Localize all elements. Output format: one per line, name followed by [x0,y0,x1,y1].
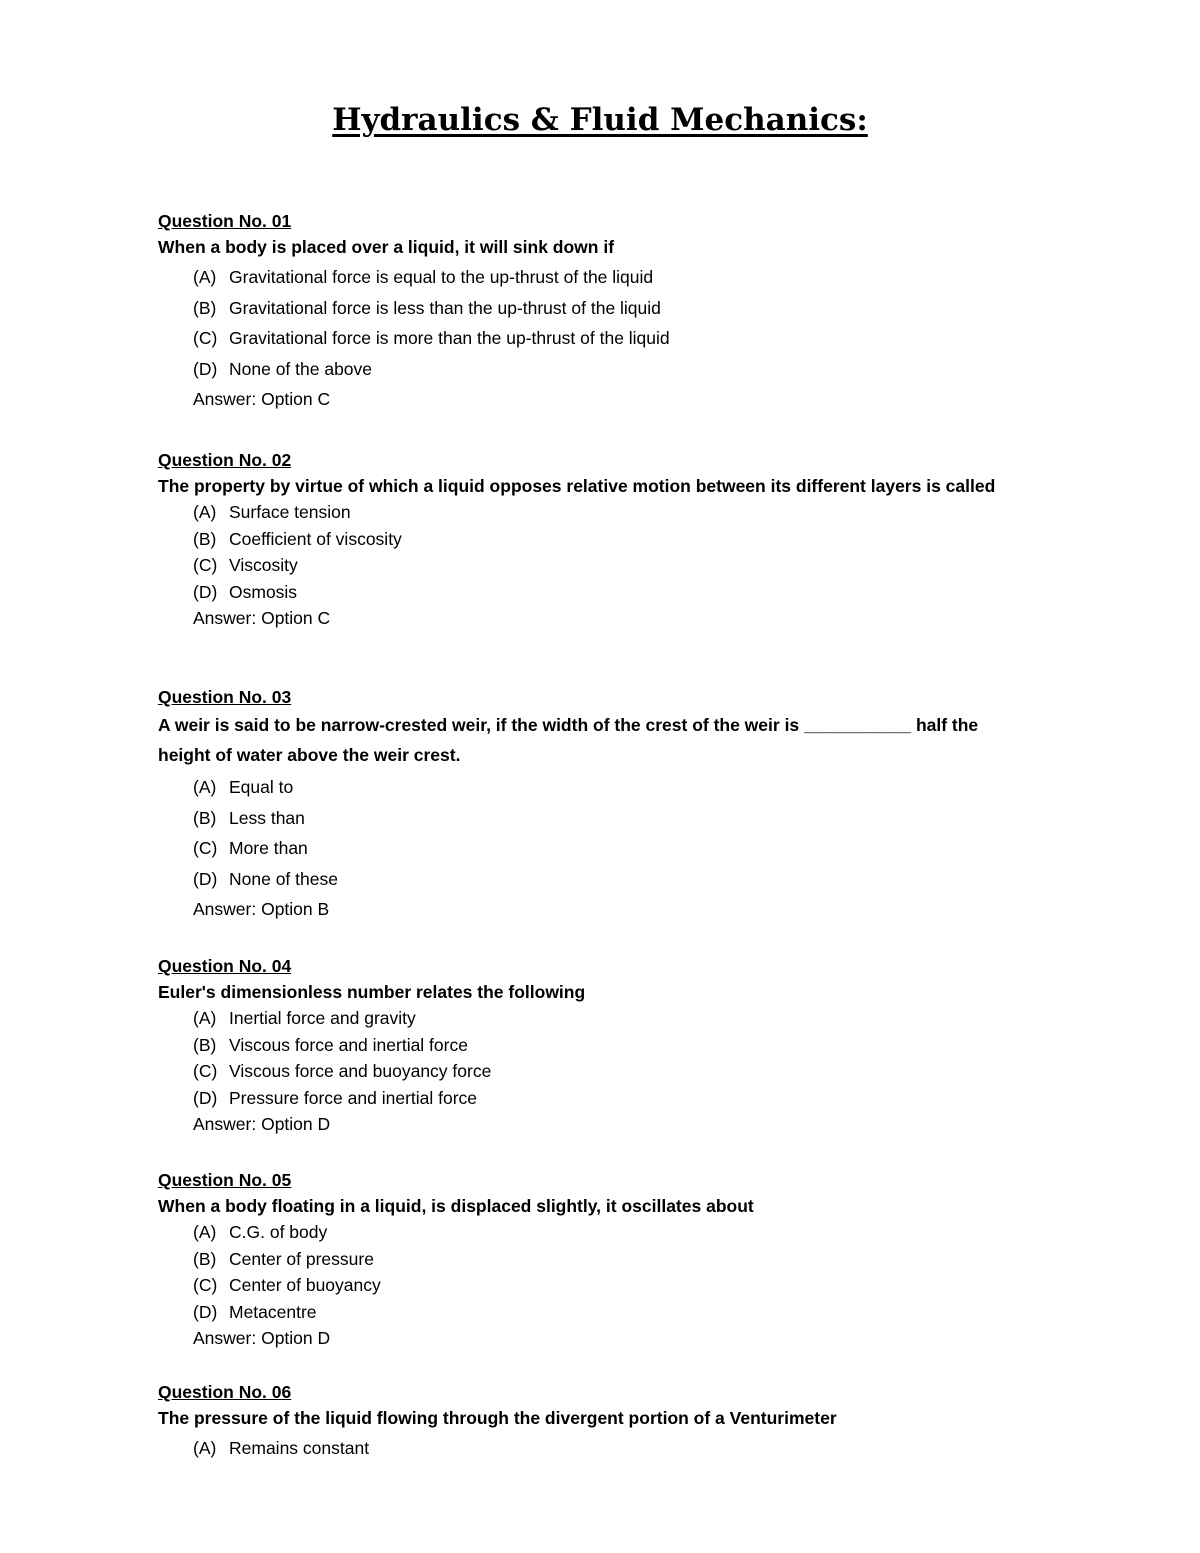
option-item [193,526,1038,553]
option-text: Gravitational force is more than the up-thrust of the liquid [229,328,670,348]
option-item [193,833,1038,864]
option-letter: (B) [193,528,217,549]
option-item [193,1299,1038,1326]
option-text: C.G. of body [229,1222,328,1242]
option-item [193,552,1038,579]
option-item [193,864,1038,895]
question-heading: Question No. 04 [158,956,292,976]
option-text: Gravitational force is less than the up-thrust of the liquid [229,297,661,318]
question-heading: Question No. 02 [158,450,292,470]
option-letter: (A) [193,1222,217,1242]
option-item [193,1032,1038,1059]
question-text: When a body floating in a liquid, is displaced slightly, it oscillates about [158,1196,754,1216]
option-letter: (B) [193,1034,217,1055]
option-text: Surface tension [229,502,351,522]
option-letter: (D) [193,581,218,602]
question-text: Euler's dimensionless number relates the following [158,982,586,1002]
option-list [158,772,1038,894]
question-text: When a body is placed over a liquid, it will sink down if [158,237,615,257]
option-letter: (D) [193,1087,218,1108]
option-text: Viscosity [229,555,298,575]
question-heading: Question No. 05 [158,1170,292,1190]
question-heading: Question No. 06 [158,1382,292,1402]
option-letter: (B) [193,1248,217,1269]
option-text: Coefficient of viscosity [229,528,402,549]
option-item [193,1058,1038,1085]
option-item [193,772,1038,803]
question-block [158,953,1038,1138]
option-item [193,579,1038,606]
option-list [158,1219,1038,1325]
option-item [193,262,1038,293]
option-text: Inertial force and gravity [229,1008,416,1028]
question-heading: Question No. 03 [158,687,292,707]
question-block [158,684,1038,925]
question-block [158,447,1038,632]
option-letter: (D) [193,1301,218,1322]
option-letter: (D) [193,868,218,889]
option-letter: (C) [193,1275,218,1295]
question-text: The property by virtue of which a liquid opposes relative motion between its different layers is called [158,476,996,496]
option-letter: (A) [193,267,217,287]
option-text: Equal to [229,777,294,797]
question-text: The pressure of the liquid flowing through the divergent portion of a Venturimeter [158,1408,837,1428]
option-item [193,1272,1038,1299]
option-text: Pressure force and inertial force [229,1087,478,1108]
option-text: None of these [229,868,338,889]
option-letter: (A) [193,502,217,522]
option-item [193,354,1038,385]
option-text: Less than [229,807,305,828]
question-block [158,208,1038,415]
option-letter: (A) [193,1438,217,1458]
question-heading: Question No. 01 [158,211,292,231]
option-item [193,1433,1038,1464]
option-text: Viscous force and buoyancy force [229,1061,492,1081]
option-letter: (C) [193,555,218,575]
option-list [158,1433,1038,1464]
question-block [158,1379,1038,1464]
option-item [193,1246,1038,1273]
question-block [158,1167,1038,1352]
page-title: Hydraulics & Fluid Mechanics: [332,102,868,138]
option-letter: (D) [193,358,218,379]
option-list [158,499,1038,605]
option-item [193,323,1038,354]
option-letter: (C) [193,1061,218,1081]
option-item [193,803,1038,834]
option-item [193,499,1038,526]
option-text: None of the above [229,358,373,379]
answer-text: Answer: Option D [193,1114,331,1134]
answer-text: Answer: Option C [193,608,331,628]
option-list [158,262,1038,384]
option-text: Center of buoyancy [229,1275,381,1295]
option-letter: (A) [193,1008,217,1028]
option-text: Metacentre [229,1301,317,1322]
option-text: Gravitational force is equal to the up-thrust of the liquid [229,267,654,287]
option-item [193,1085,1038,1112]
answer-text: Answer: Option C [193,389,331,409]
option-text: Viscous force and inertial force [229,1034,468,1055]
option-text: Center of pressure [229,1248,374,1269]
option-text: Osmosis [229,581,298,602]
option-text: More than [229,838,308,858]
option-item [193,1005,1038,1032]
option-letter: (C) [193,838,218,858]
option-letter: (C) [193,328,218,348]
option-letter: (B) [193,297,217,318]
option-letter: (A) [193,777,217,797]
option-list [158,1005,1038,1111]
option-text: Remains constant [229,1438,370,1458]
question-text: A weir is said to be narrow-crested weir, if the width of the crest of the weir is ___________ half the height of water above the weir crest. [158,715,979,765]
option-letter: (B) [193,807,217,828]
option-item [193,1219,1038,1246]
answer-text: Answer: Option D [193,1328,331,1348]
answer-text: Answer: Option B [193,899,330,919]
option-item [193,293,1038,324]
